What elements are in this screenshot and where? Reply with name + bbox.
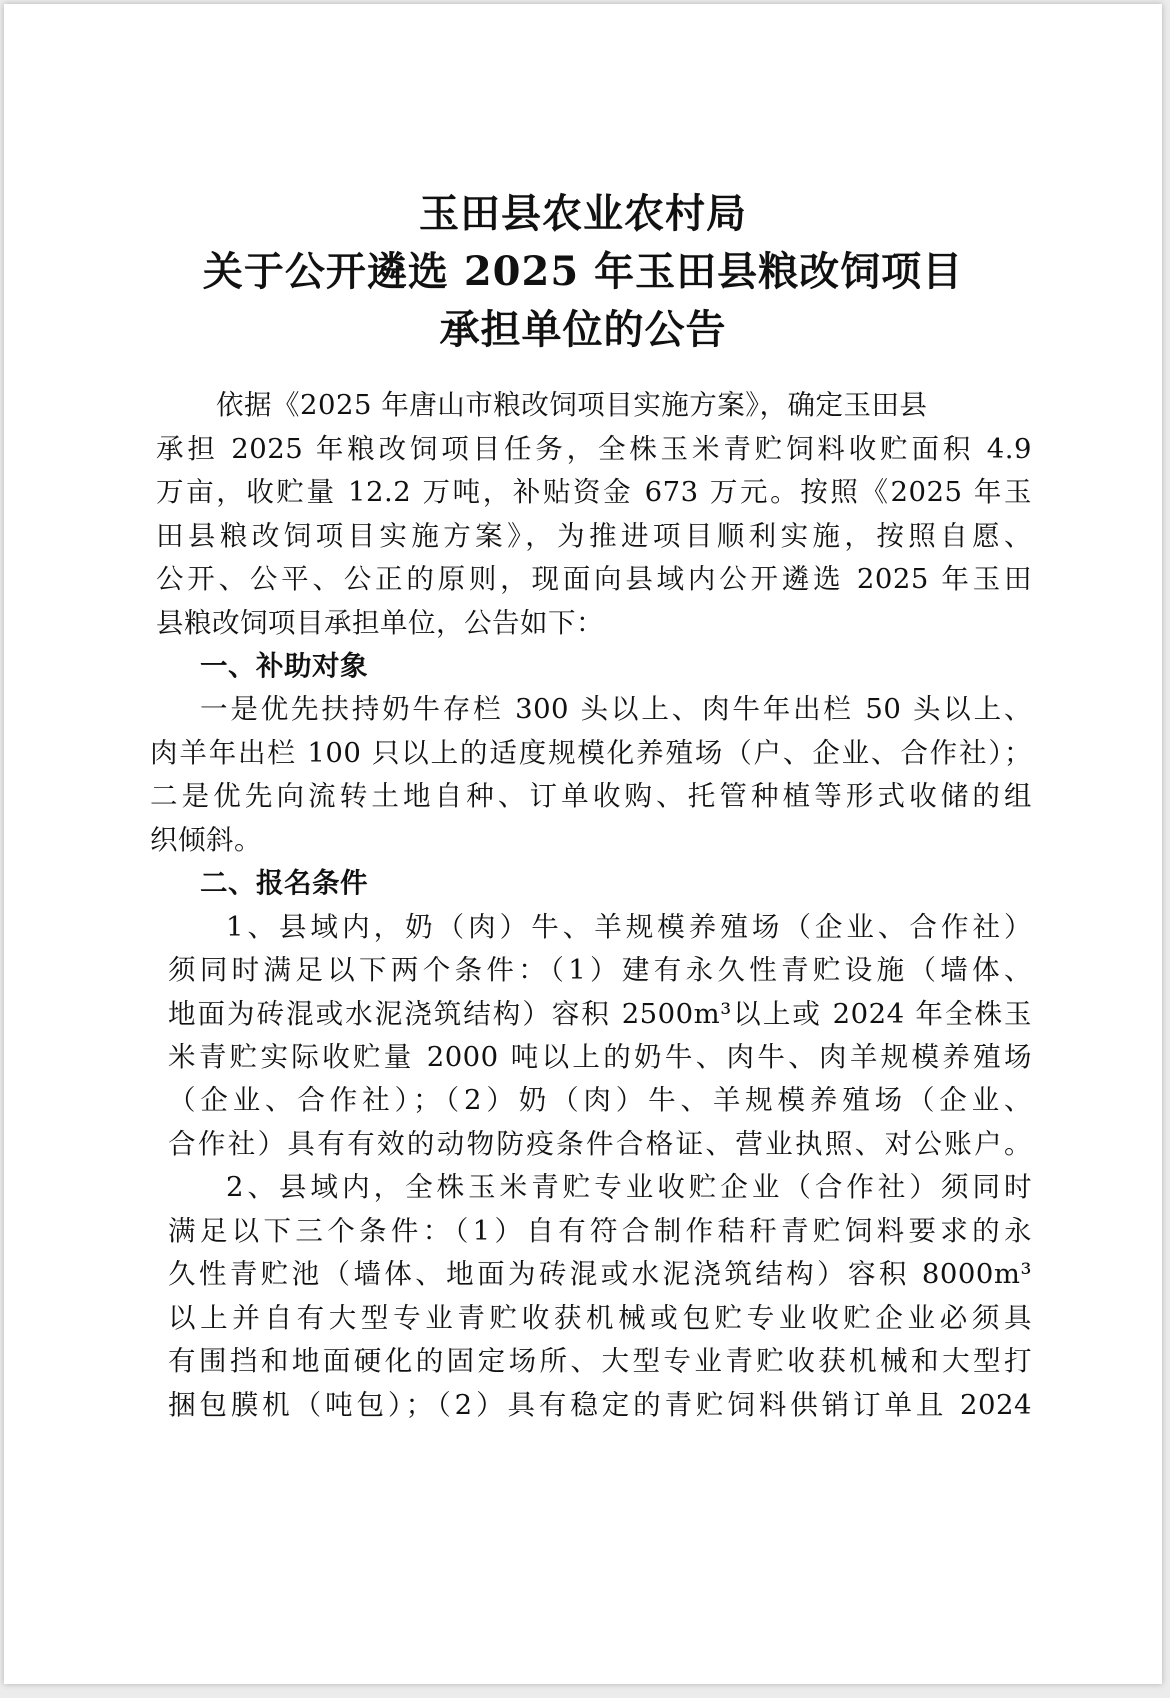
paragraph-2-line-4: 织倾斜。	[150, 824, 262, 856]
section-heading-2: 二、报名条件	[200, 867, 368, 899]
section-heading-1: 一、补助对象	[200, 650, 368, 682]
paragraph-3-line-4: 米青贮实际收贮量 2000 吨以上的奶牛、肉牛、肉羊规模养殖场	[168, 1041, 1032, 1073]
paragraph-1-line-3: 万亩，收贮量 12.2 万吨，补贴资金 673 万元。按照《2025 年玉	[156, 476, 1032, 508]
paragraph-2-line-3: 二是优先向流转土地自种、订单收购、托管种植等形式收储的组	[150, 780, 1032, 812]
paragraph-4-line-3: 久性青贮池（墙体、地面为砖混或水泥浇筑结构）容积 8000m³	[168, 1258, 1032, 1290]
paragraph-3-line-5: （企业、合作社）；（2）奶（肉）牛、羊规模养殖场（企业、	[168, 1084, 1032, 1116]
paragraph-4-line-6: 捆包膜机（吨包）；（2）具有稳定的青贮饲料供销订单且 2024	[168, 1389, 1032, 1421]
paragraph-2-line-1: 一是优先扶持奶牛存栏 300 头以上、肉牛年出栏 50 头以上、	[200, 693, 1032, 725]
paragraph-1-line-6: 县粮改饲项目承担单位，公告如下：	[156, 607, 604, 639]
paragraph-4-line-1: 2、县域内，全株玉米青贮专业收贮企业（合作社）须同时	[226, 1171, 1032, 1203]
paragraph-3-line-2: 须同时满足以下两个条件：（1）建有永久性青贮设施（墙体、	[168, 954, 1032, 986]
paragraph-1-line-5: 公开、公平、公正的原则，现面向县域内公开遴选 2025 年玉田	[156, 563, 1032, 595]
paragraph-4-line-2: 满足以下三个条件：（1）自有符合制作秸秆青贮饲料要求的永	[168, 1215, 1032, 1247]
paragraph-2-line-2: 肉羊年出栏 100 只以上的适度规模化养殖场（户、企业、合作社）；	[150, 737, 1032, 769]
paragraph-4-line-4: 以上并自有大型专业青贮收获机械或包贮专业收贮企业必须具	[168, 1302, 1032, 1334]
paragraph-1-line-1: 依据《2025 年唐山市粮改饲项目实施方案》，确定玉田县	[216, 389, 928, 421]
title-line-3: 承担单位的公告	[439, 306, 727, 353]
paragraph-3-line-6: 合作社）具有有效的动物防疫条件合格证、营业执照、对公账户。	[168, 1128, 1032, 1160]
document-page	[4, 4, 1162, 1684]
paragraph-1-line-2: 承担 2025 年粮改饲项目任务，全株玉米青贮饲料收贮面积 4.9	[156, 433, 1032, 465]
title-line-2: 关于公开遴选 2025 年玉田县粮改饲项目	[202, 248, 964, 295]
paragraph-3-line-3: 地面为砖混或水泥浇筑结构）容积 2500m³以上或 2024 年全株玉	[168, 998, 1032, 1030]
document-content	[4, 4, 1162, 1684]
paragraph-3-line-1: 1、县域内，奶（肉）牛、羊规模养殖场（企业、合作社）	[226, 911, 1032, 943]
paragraph-1-line-4: 田县粮改饲项目实施方案》，为推进项目顺利实施，按照自愿、	[156, 520, 1032, 552]
paragraph-4-line-5: 有围挡和地面硬化的固定场所、大型专业青贮收获机械和大型打	[168, 1345, 1032, 1377]
title-line-1: 玉田县农业农村局	[419, 190, 747, 237]
